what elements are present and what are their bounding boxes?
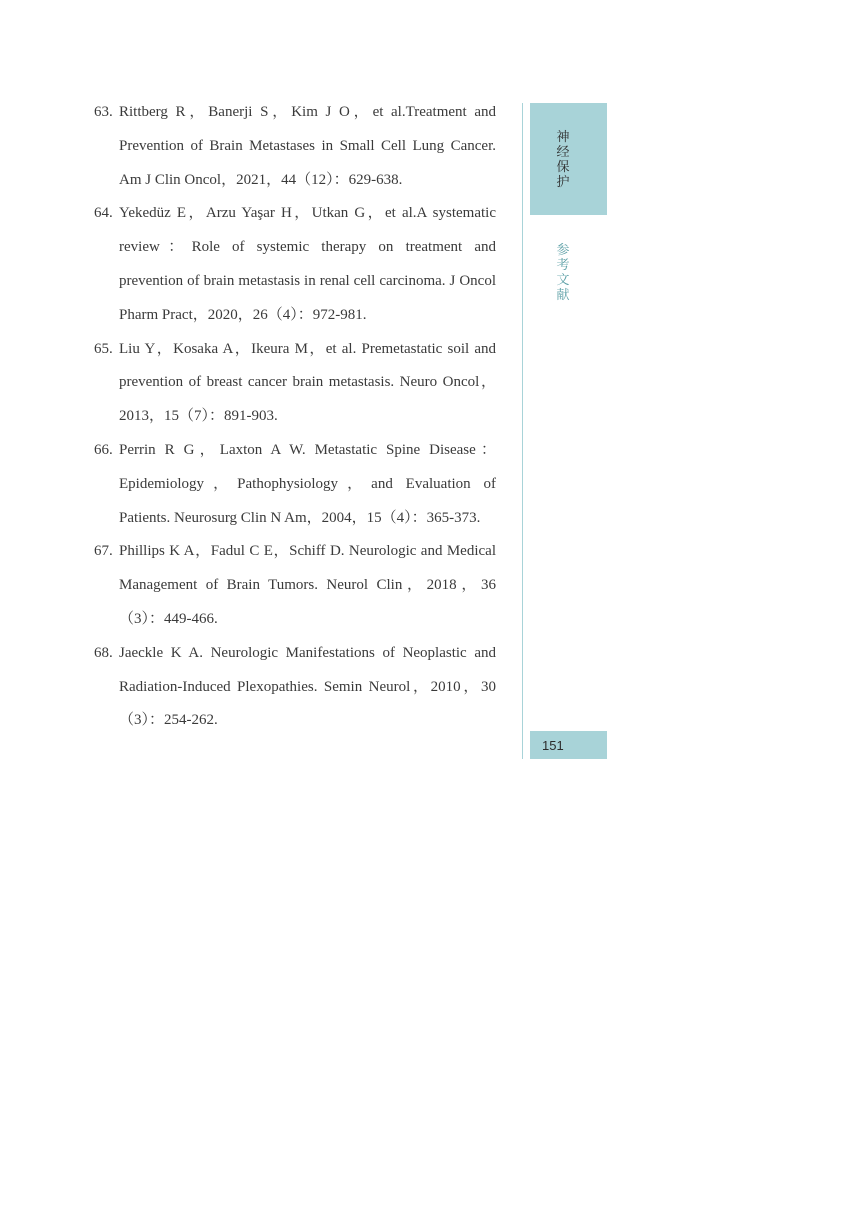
reference-item (94, 535, 496, 636)
margin-divider (522, 103, 523, 759)
page-number: 151 (542, 738, 564, 753)
reference-text: Liu Y，Kosaka A，Ikeura M，et al. Premetastatic soil and prevention of breast cancer brain metastasis. Neuro Oncol，2013，15（7）：891-903. (119, 340, 496, 425)
reference-item (94, 333, 496, 434)
reference-text: Rittberg R，Banerji S，Kim J O，et al.Treatment and Prevention of Brain Metastases in Small Cell Lung Cancer. Am J Clin Oncol，2021，44（12）：629-638. (119, 104, 496, 188)
reference-item (94, 197, 496, 332)
reference-number: 66. (94, 441, 113, 458)
reference-text: Jaeckle K A. Neurologic Manifestations of Neoplastic and Radiation-Induced Plexopathies. Semin Neurol，2010，30（3）：254-262. (119, 644, 496, 729)
reference-number: 65. (94, 340, 113, 357)
reference-number: 67. (94, 543, 113, 560)
section-label: 参考文献 (556, 243, 570, 303)
chapter-label: 神经保护 (556, 130, 570, 190)
reference-number: 68. (94, 644, 113, 661)
reference-number: 63. (94, 104, 113, 120)
reference-item (94, 96, 496, 197)
reference-text: Perrin R G，Laxton A W. Metastatic Spine Disease：Epidemiology，Pathophysiology，and Evaluation of Patients. Neurosurg Clin N Am，2004，15（4）：365-373. (119, 441, 496, 526)
reference-number: 64. (94, 205, 113, 222)
reference-item (94, 434, 496, 535)
reference-text: Phillips K A，Fadul C E，Schiff D. Neurologic and Medical Management of Brain Tumors. Neurol Clin，2018，36（3）：449-466. (119, 543, 496, 627)
reference-list (94, 96, 496, 738)
reference-item (94, 637, 496, 738)
reference-text: Yekedüz E，Arzu Yaşar H，Utkan G，et al.A systematic review：Role of systemic therapy on treatment and prevention of brain metastasis in renal cell carcinoma. J Oncol Pharm Pract，2020，26（4）：972-981. (119, 205, 496, 323)
